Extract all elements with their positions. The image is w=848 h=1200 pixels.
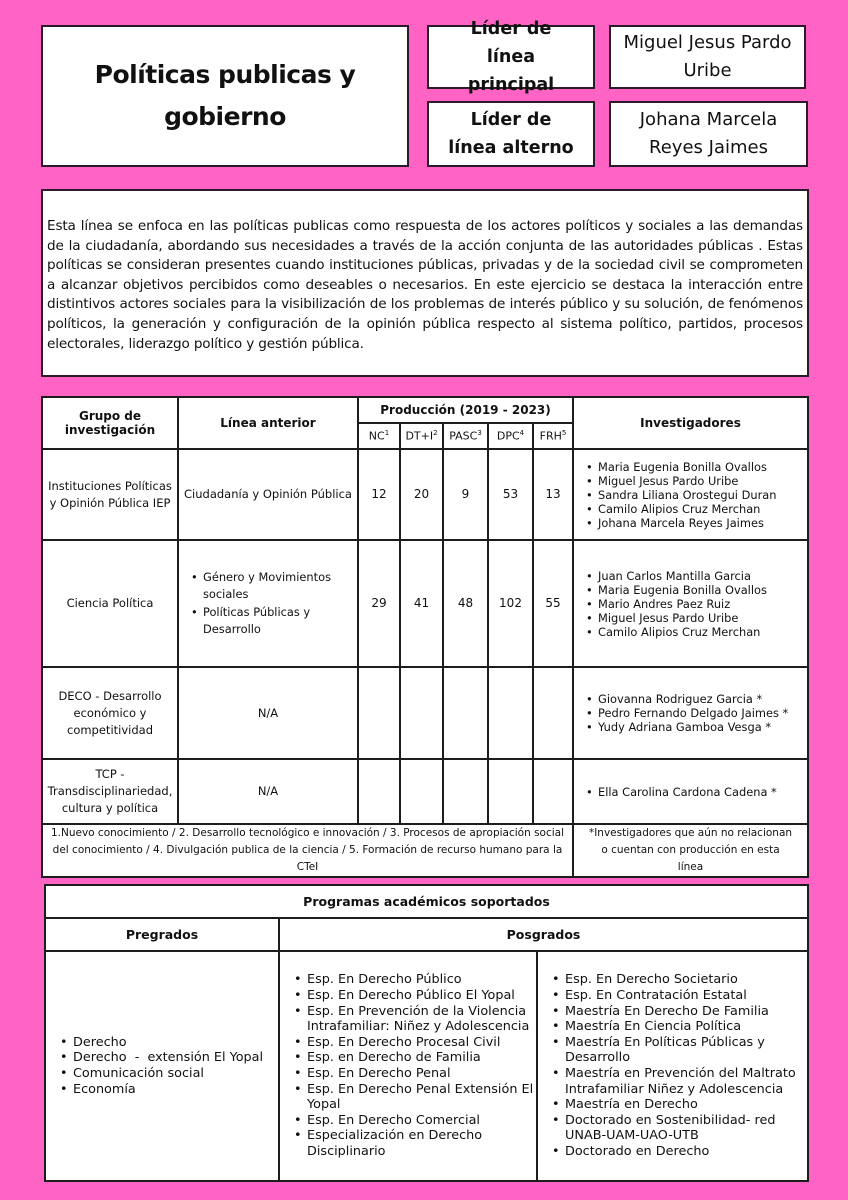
value-nc bbox=[358, 667, 400, 759]
leader-alt-label: Líder de línea alterno bbox=[448, 110, 574, 158]
list-item: • Sandra Liliana Orostegui Duran bbox=[574, 488, 807, 502]
previous-line-cell bbox=[178, 540, 358, 667]
researchers-list bbox=[574, 785, 807, 799]
list-item: • Yudy Adriana Gamboa Vesga * bbox=[574, 720, 807, 734]
header-dpc: DPC$^4$ bbox=[488, 423, 533, 449]
list-item: • Esp. En Derecho Procesal Civil bbox=[280, 1035, 536, 1051]
postgrad-header: Posgrados bbox=[279, 918, 808, 951]
list-item: • Esp. en Derecho de Familia bbox=[280, 1050, 536, 1066]
header-dti: $DT+I^2$ bbox=[400, 423, 443, 449]
description-box bbox=[41, 189, 809, 377]
researchers-cell bbox=[573, 667, 808, 759]
researchers-cell bbox=[573, 759, 808, 824]
value-pasc bbox=[443, 759, 488, 824]
group-name: Instituciones Políticas y Opinión Pública IEP bbox=[42, 449, 178, 540]
header-nc: $NC^1$ bbox=[358, 423, 400, 449]
list-item: • Miguel Jesus Pardo Uribe bbox=[574, 611, 807, 625]
list-item: • Género y Movimientos sociales bbox=[179, 569, 357, 604]
list-item: • Esp. En Derecho Comercial bbox=[280, 1113, 536, 1129]
leader-alt-name: Johana Marcela Reyes Jaimes bbox=[639, 109, 778, 158]
researchers-cell bbox=[573, 449, 808, 540]
list-item: • Esp. En Derecho Penal Extensión El Yopal bbox=[280, 1082, 536, 1113]
leader-main-label-box bbox=[427, 19, 595, 95]
header-previous-line: Línea anterior bbox=[178, 397, 358, 449]
footnote-asterisk: *Investigadores que aún no relacionan o cuentan con producción en esta línea bbox=[573, 824, 808, 877]
postgrad-cell-2 bbox=[537, 951, 808, 1181]
leader-main-label: Líder de línea principal bbox=[467, 19, 555, 95]
list-item: • Maestría En Ciencia Política bbox=[538, 1019, 807, 1035]
previous-line: N/A bbox=[178, 759, 358, 824]
value-pasc: 9 bbox=[443, 449, 488, 540]
list-item: • Economía bbox=[46, 1082, 278, 1098]
table-row bbox=[42, 759, 808, 824]
academic-programs-table bbox=[44, 884, 809, 1182]
value-pasc bbox=[443, 667, 488, 759]
value-frh bbox=[533, 759, 573, 824]
list-item: • Doctorado en Sostenibilidad- red UNAB-UAM-UAO-UTB bbox=[538, 1113, 807, 1144]
value-nc: 12 bbox=[358, 449, 400, 540]
value-frh: 13 bbox=[533, 449, 573, 540]
postgrad-list-2 bbox=[538, 972, 807, 1159]
list-item: • Pedro Fernando Delgado Jaimes * bbox=[574, 706, 807, 720]
list-item: • Maria Eugenia Bonilla Ovallos bbox=[574, 460, 807, 474]
list-item: • Doctorado en Derecho bbox=[538, 1144, 807, 1160]
list-item: • Maestría en Prevención del Maltrato Intrafamiliar Niñez y Adolescencia bbox=[538, 1066, 807, 1097]
value-dti: 41 bbox=[400, 540, 443, 667]
list-item: • Camilo Alipios Cruz Merchan bbox=[574, 625, 807, 639]
list-item: • Esp. En Prevención de la Violencia Intrafamiliar: Niñez y Adolescencia bbox=[280, 1004, 536, 1035]
list-item: • Maestría En Derecho De Familia bbox=[538, 1004, 807, 1020]
list-item: • Johana Marcela Reyes Jaimes bbox=[574, 516, 807, 530]
header-frh: FRH$^5$ bbox=[533, 423, 573, 449]
header-production: Producción (2019 - 2023) bbox=[358, 397, 573, 423]
description-text: Esta línea se enfoca en las políticas publicas como respuesta de los actores políticos y sociales a las demandas de la ciudadanía, abordando sus necesidades a través de la acción conjunta de las autoridades públicas . Estas políticas se consideran presentes cuando instituciones públicas, privadas y de la sociedad civil se comprometen a alcanzar objetivos percibidos como deseables o necesarios. En este ejercicio se destaca la interacción entre distintivos actores sociales para la visibilización de los problemas de interés público y su solución, de fenómenos políticos, la generación y configuración de la opinión pública respecto al sistema político, partidos, procesos electorales, liderazgo político y gestión pública. bbox=[47, 218, 803, 352]
value-frh bbox=[533, 667, 573, 759]
list-item: • Esp. En Contratación Estatal bbox=[538, 988, 807, 1004]
header-group: Grupo de investigación bbox=[42, 397, 178, 449]
researchers-list bbox=[574, 569, 807, 639]
leader-alt-label-box bbox=[427, 101, 595, 167]
list-item: • Especialización en Derecho Disciplinario bbox=[280, 1128, 536, 1159]
list-item: • Giovanna Rodriguez Garcia * bbox=[574, 692, 807, 706]
table-row bbox=[42, 449, 808, 540]
researchers-list bbox=[574, 460, 807, 530]
undergrad-list bbox=[46, 1035, 278, 1097]
list-item: • Maestría En Políticas Públicas y Desarrollo bbox=[538, 1035, 807, 1066]
leader-main-name: Miguel Jesus Pardo Uribe bbox=[623, 32, 792, 81]
previous-line: Ciudadanía y Opinión Pública bbox=[178, 449, 358, 540]
value-dpc bbox=[488, 759, 533, 824]
value-nc bbox=[358, 759, 400, 824]
list-item: • Camilo Alipios Cruz Merchan bbox=[574, 502, 807, 516]
value-dpc: 102 bbox=[488, 540, 533, 667]
postgrad-cell-1 bbox=[279, 951, 537, 1181]
leader-alt-name-box bbox=[609, 101, 808, 167]
header-researchers: Investigadores bbox=[573, 397, 808, 449]
table-row bbox=[42, 667, 808, 759]
value-dpc bbox=[488, 667, 533, 759]
page-title: Políticas publicas y gobierno bbox=[94, 60, 356, 131]
previous-lines-list bbox=[179, 569, 357, 639]
leader-main-name-box bbox=[609, 25, 806, 89]
list-item: • Esp. En Derecho Societario bbox=[538, 972, 807, 988]
footnote-legend: 1.Nuevo conocimiento / 2. Desarrollo tecnológico e innovación / 3. Procesos de apropiación social del conocimiento / 4. Divulgación publica de la ciencia / 5. Formación de recurso humano para la CTeI bbox=[42, 824, 573, 877]
list-item: • Derecho bbox=[46, 1035, 278, 1051]
group-name: Ciencia Política bbox=[42, 540, 178, 667]
group-name: TCP - Transdisciplinariedad, cultura y política bbox=[42, 759, 178, 824]
value-frh: 55 bbox=[533, 540, 573, 667]
value-pasc: 48 bbox=[443, 540, 488, 667]
postgrad-list-1 bbox=[280, 972, 536, 1159]
title-box bbox=[41, 25, 409, 167]
group-name: DECO - Desarrollo económico y competitividad bbox=[42, 667, 178, 759]
header-pasc: PASC$^3$ bbox=[443, 423, 488, 449]
list-item: • Ella Carolina Cardona Cadena * bbox=[574, 785, 807, 799]
research-groups-table bbox=[41, 396, 809, 878]
previous-line: N/A bbox=[178, 667, 358, 759]
list-item: • Mario Andres Paez Ruiz bbox=[574, 597, 807, 611]
list-item: • Políticas Públicas y Desarrollo bbox=[179, 604, 357, 639]
researchers-cell bbox=[573, 540, 808, 667]
value-nc: 29 bbox=[358, 540, 400, 667]
list-item: • Maestría en Derecho bbox=[538, 1097, 807, 1113]
list-item: • Juan Carlos Mantilla Garcia bbox=[574, 569, 807, 583]
undergrad-cell bbox=[45, 951, 279, 1181]
researchers-list bbox=[574, 692, 807, 734]
value-dti bbox=[400, 667, 443, 759]
list-item: • Esp. En Derecho Público El Yopal bbox=[280, 988, 536, 1004]
value-dpc: 53 bbox=[488, 449, 533, 540]
undergrad-header: Pregrados bbox=[45, 918, 279, 951]
value-dti: 20 bbox=[400, 449, 443, 540]
value-dti bbox=[400, 759, 443, 824]
list-item: • Derecho - extensión El Yopal bbox=[46, 1050, 278, 1066]
list-item: • Comunicación social bbox=[46, 1066, 278, 1082]
list-item: • Maria Eugenia Bonilla Ovallos bbox=[574, 583, 807, 597]
programs-title: Programas académicos soportados bbox=[45, 885, 808, 918]
list-item: • Esp. En Derecho Público bbox=[280, 972, 536, 988]
list-item: • Miguel Jesus Pardo Uribe bbox=[574, 474, 807, 488]
table-row bbox=[42, 540, 808, 667]
list-item: • Esp. En Derecho Penal bbox=[280, 1066, 536, 1082]
